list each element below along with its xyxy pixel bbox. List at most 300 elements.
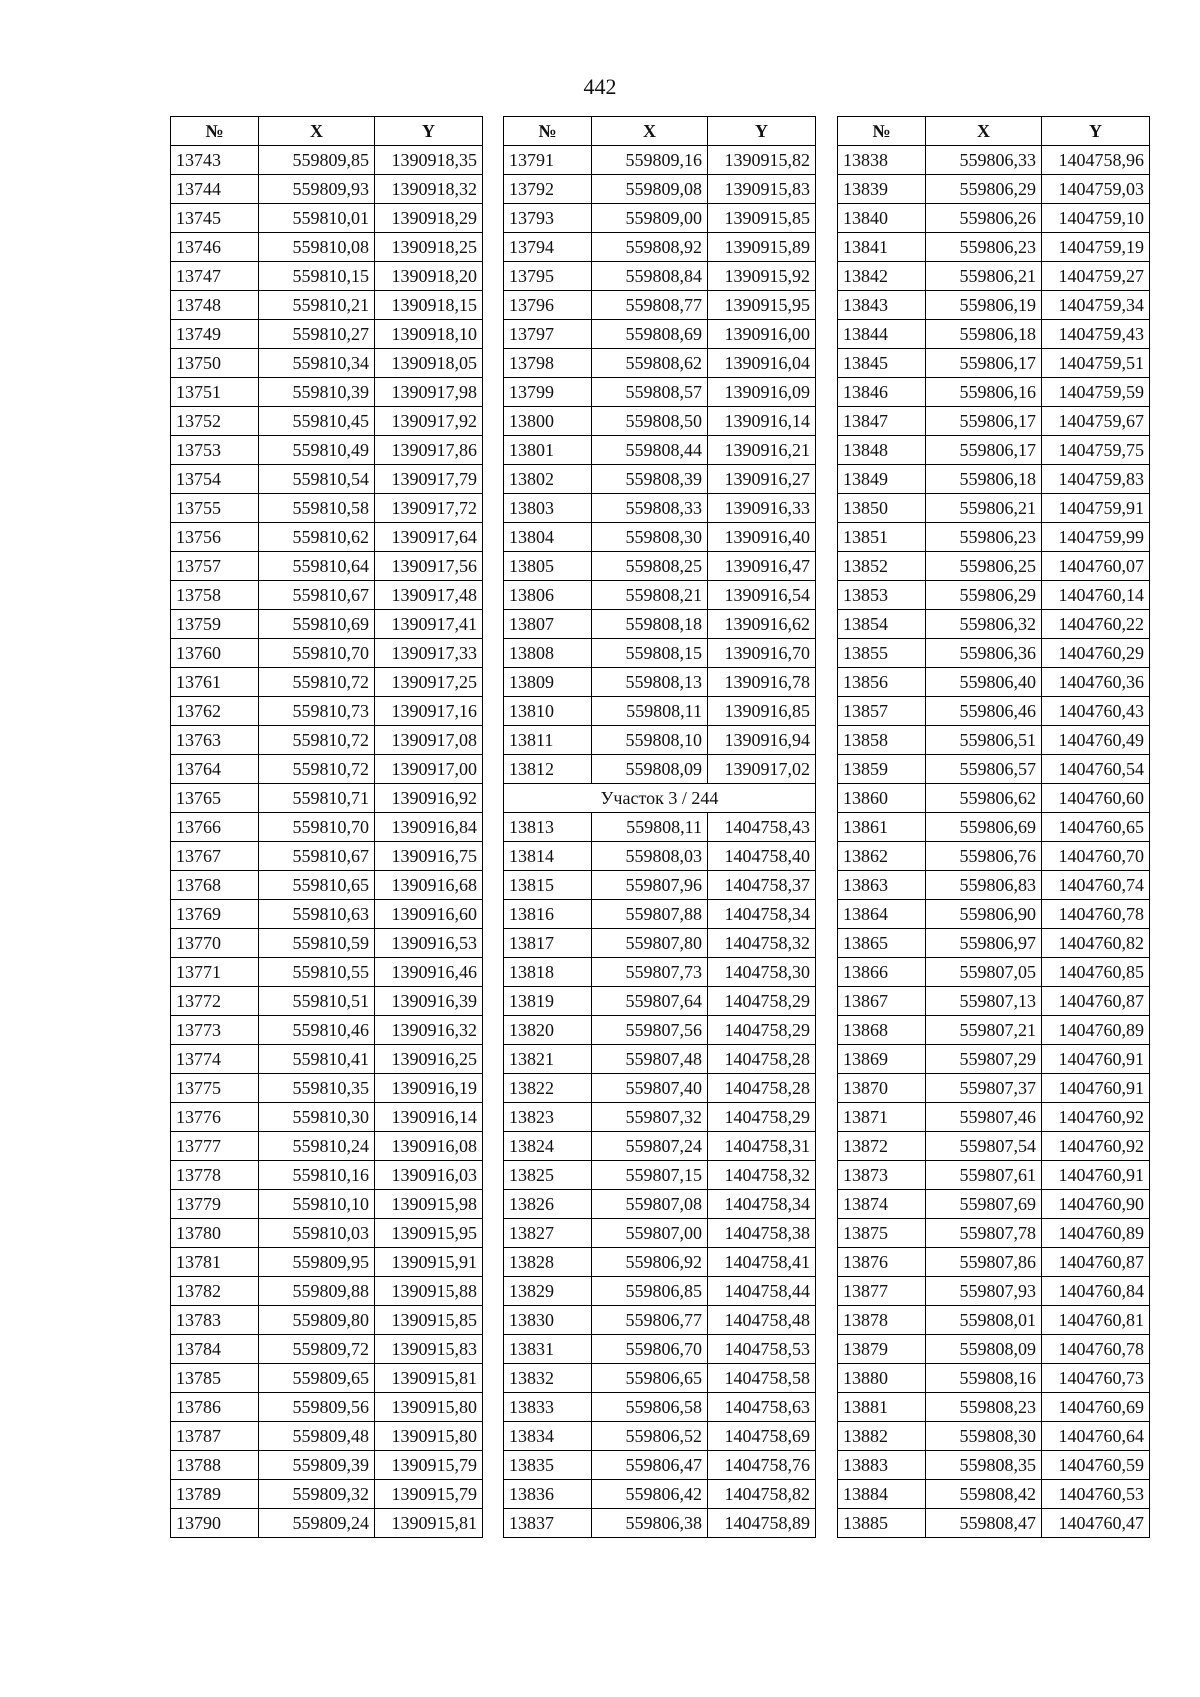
table-row [838, 1451, 1150, 1480]
table-row [171, 871, 483, 900]
y-coordinate-cell: 1404760,64 [1042, 1422, 1150, 1451]
point-number-cell: 13768 [171, 871, 259, 900]
y-coordinate-cell: 1390917,02 [708, 755, 816, 784]
point-number-cell: 13884 [838, 1480, 926, 1509]
point-number-cell: 13765 [171, 784, 259, 813]
table-row [171, 581, 483, 610]
x-coordinate-cell: 559806,17 [926, 436, 1042, 465]
point-number-cell: 13823 [504, 1103, 592, 1132]
point-number-cell: 13774 [171, 1045, 259, 1074]
x-coordinate-cell: 559807,05 [926, 958, 1042, 987]
table-row [838, 1509, 1150, 1538]
point-number-cell: 13795 [504, 262, 592, 291]
table-row [171, 1074, 483, 1103]
x-coordinate-cell: 559806,92 [592, 1248, 708, 1277]
y-coordinate-cell: 1390915,81 [375, 1364, 483, 1393]
y-coordinate-cell: 1390915,83 [708, 175, 816, 204]
y-coordinate-cell: 1390915,80 [375, 1393, 483, 1422]
table-row [838, 958, 1150, 987]
point-number-cell: 13781 [171, 1248, 259, 1277]
point-number-cell: 13860 [838, 784, 926, 813]
table-row [838, 320, 1150, 349]
table-row [171, 1451, 483, 1480]
x-coordinate-cell: 559808,09 [592, 755, 708, 784]
table-row [171, 552, 483, 581]
table-row [171, 349, 483, 378]
y-coordinate-cell: 1404760,69 [1042, 1393, 1150, 1422]
x-coordinate-cell: 559810,70 [259, 813, 375, 842]
x-coordinate-cell: 559806,33 [926, 146, 1042, 175]
x-coordinate-cell: 559806,18 [926, 320, 1042, 349]
y-coordinate-cell: 1404760,49 [1042, 726, 1150, 755]
x-coordinate-cell: 559810,72 [259, 668, 375, 697]
y-coordinate-cell: 1404758,28 [708, 1074, 816, 1103]
x-coordinate-cell: 559810,71 [259, 784, 375, 813]
x-coordinate-cell: 559806,36 [926, 639, 1042, 668]
y-coordinate-cell: 1390915,92 [708, 262, 816, 291]
point-number-cell: 13874 [838, 1190, 926, 1219]
point-number-cell: 13879 [838, 1335, 926, 1364]
x-coordinate-cell: 559807,78 [926, 1219, 1042, 1248]
y-coordinate-cell: 1404760,91 [1042, 1074, 1150, 1103]
y-coordinate-cell: 1404760,59 [1042, 1451, 1150, 1480]
y-coordinate-cell: 1404758,32 [708, 1161, 816, 1190]
point-number-cell: 13826 [504, 1190, 592, 1219]
table-row [504, 262, 816, 291]
table-row [171, 639, 483, 668]
x-coordinate-cell: 559810,41 [259, 1045, 375, 1074]
x-coordinate-cell: 559808,47 [926, 1509, 1042, 1538]
y-coordinate-cell: 1404760,43 [1042, 697, 1150, 726]
x-coordinate-cell: 559807,61 [926, 1161, 1042, 1190]
point-number-cell: 13806 [504, 581, 592, 610]
x-coordinate-cell: 559809,95 [259, 1248, 375, 1277]
point-number-cell: 13828 [504, 1248, 592, 1277]
point-number-cell: 13773 [171, 1016, 259, 1045]
table-row [504, 1016, 816, 1045]
y-coordinate-cell: 1404758,28 [708, 1045, 816, 1074]
point-number-cell: 13760 [171, 639, 259, 668]
table-row [171, 262, 483, 291]
y-coordinate-cell: 1390918,15 [375, 291, 483, 320]
x-coordinate-cell: 559808,21 [592, 581, 708, 610]
y-coordinate-cell: 1390918,29 [375, 204, 483, 233]
section-row [504, 784, 816, 813]
y-coordinate-cell: 1404760,78 [1042, 900, 1150, 929]
x-coordinate-cell: 559808,30 [592, 523, 708, 552]
y-coordinate-cell: 1404760,82 [1042, 929, 1150, 958]
x-coordinate-cell: 559810,34 [259, 349, 375, 378]
point-number-cell: 13859 [838, 755, 926, 784]
x-coordinate-cell: 559808,44 [592, 436, 708, 465]
y-coordinate-cell: 1390917,08 [375, 726, 483, 755]
point-number-cell: 13819 [504, 987, 592, 1016]
x-coordinate-cell: 559808,01 [926, 1306, 1042, 1335]
y-coordinate-cell: 1404758,63 [708, 1393, 816, 1422]
table-row [171, 291, 483, 320]
table-row [504, 987, 816, 1016]
table-row [171, 1045, 483, 1074]
x-coordinate-cell: 559807,21 [926, 1016, 1042, 1045]
table-row [838, 291, 1150, 320]
point-number-cell: 13871 [838, 1103, 926, 1132]
point-number-cell: 13877 [838, 1277, 926, 1306]
y-coordinate-cell: 1404760,81 [1042, 1306, 1150, 1335]
y-coordinate-cell: 1404760,22 [1042, 610, 1150, 639]
x-coordinate-cell: 559808,33 [592, 494, 708, 523]
point-number-cell: 13792 [504, 175, 592, 204]
x-coordinate-cell: 559807,46 [926, 1103, 1042, 1132]
y-coordinate-cell: 1390916,47 [708, 552, 816, 581]
x-coordinate-cell: 559808,39 [592, 465, 708, 494]
y-coordinate-cell: 1390915,83 [375, 1335, 483, 1364]
x-coordinate-cell: 559808,18 [592, 610, 708, 639]
point-number-cell: 13766 [171, 813, 259, 842]
coordinates-table-3 [837, 116, 1150, 1538]
point-number-cell: 13798 [504, 349, 592, 378]
point-number-cell: 13856 [838, 668, 926, 697]
y-coordinate-cell: 1390915,80 [375, 1422, 483, 1451]
point-number-cell: 13863 [838, 871, 926, 900]
y-coordinate-cell: 1404759,03 [1042, 175, 1150, 204]
table-row [504, 1190, 816, 1219]
table-row [838, 494, 1150, 523]
point-number-cell: 13797 [504, 320, 592, 349]
point-number-cell: 13882 [838, 1422, 926, 1451]
x-coordinate-cell: 559806,29 [926, 175, 1042, 204]
x-coordinate-cell: 559806,32 [926, 610, 1042, 639]
table-row [171, 668, 483, 697]
y-coordinate-cell: 1390915,82 [708, 146, 816, 175]
point-number-cell: 13780 [171, 1219, 259, 1248]
y-coordinate-cell: 1390915,95 [375, 1219, 483, 1248]
x-coordinate-cell: 559806,17 [926, 349, 1042, 378]
table-row [171, 1509, 483, 1538]
y-coordinate-cell: 1404758,37 [708, 871, 816, 900]
point-number-cell: 13751 [171, 378, 259, 407]
y-coordinate-cell: 1404760,70 [1042, 842, 1150, 871]
table-row [838, 407, 1150, 436]
table-row [171, 1132, 483, 1161]
y-coordinate-cell: 1390916,14 [375, 1103, 483, 1132]
x-coordinate-cell: 559807,96 [592, 871, 708, 900]
coordinates-table-2 [503, 116, 816, 1538]
column-header-number: № [171, 117, 259, 146]
x-coordinate-cell: 559809,16 [592, 146, 708, 175]
section-label: Участок 3 / 244 [504, 784, 816, 813]
table-row [838, 610, 1150, 639]
table-row [504, 1335, 816, 1364]
table-row [504, 552, 816, 581]
point-number-cell: 13801 [504, 436, 592, 465]
y-coordinate-cell: 1390915,79 [375, 1451, 483, 1480]
point-number-cell: 13749 [171, 320, 259, 349]
point-number-cell: 13880 [838, 1364, 926, 1393]
table-row [838, 726, 1150, 755]
y-coordinate-cell: 1390916,21 [708, 436, 816, 465]
point-number-cell: 13875 [838, 1219, 926, 1248]
table-row [171, 1306, 483, 1335]
point-number-cell: 13834 [504, 1422, 592, 1451]
x-coordinate-cell: 559810,27 [259, 320, 375, 349]
point-number-cell: 13783 [171, 1306, 259, 1335]
point-number-cell: 13820 [504, 1016, 592, 1045]
x-coordinate-cell: 559808,15 [592, 639, 708, 668]
point-number-cell: 13747 [171, 262, 259, 291]
y-coordinate-cell: 1390917,86 [375, 436, 483, 465]
table-row [838, 813, 1150, 842]
table-row [838, 1364, 1150, 1393]
table-row [504, 291, 816, 320]
point-number-cell: 13814 [504, 842, 592, 871]
y-coordinate-cell: 1404760,74 [1042, 871, 1150, 900]
table-row [838, 1016, 1150, 1045]
table-row [838, 1074, 1150, 1103]
y-coordinate-cell: 1404760,85 [1042, 958, 1150, 987]
table-row [838, 581, 1150, 610]
x-coordinate-cell: 559806,17 [926, 407, 1042, 436]
point-number-cell: 13847 [838, 407, 926, 436]
point-number-cell: 13841 [838, 233, 926, 262]
point-number-cell: 13791 [504, 146, 592, 175]
table-row [504, 639, 816, 668]
point-number-cell: 13802 [504, 465, 592, 494]
table-row [171, 958, 483, 987]
y-coordinate-cell: 1404760,54 [1042, 755, 1150, 784]
table-row [171, 1335, 483, 1364]
y-coordinate-cell: 1404758,76 [708, 1451, 816, 1480]
y-coordinate-cell: 1390917,79 [375, 465, 483, 494]
x-coordinate-cell: 559807,08 [592, 1190, 708, 1219]
table-row [504, 1045, 816, 1074]
table-row [171, 146, 483, 175]
y-coordinate-cell: 1404758,82 [708, 1480, 816, 1509]
point-number-cell: 13762 [171, 697, 259, 726]
y-coordinate-cell: 1404758,32 [708, 929, 816, 958]
x-coordinate-cell: 559806,46 [926, 697, 1042, 726]
x-coordinate-cell: 559810,39 [259, 378, 375, 407]
coordinates-table-1 [170, 116, 483, 1538]
point-number-cell: 13759 [171, 610, 259, 639]
x-coordinate-cell: 559808,62 [592, 349, 708, 378]
y-coordinate-cell: 1404760,73 [1042, 1364, 1150, 1393]
y-coordinate-cell: 1404760,84 [1042, 1277, 1150, 1306]
table-row [504, 1219, 816, 1248]
x-coordinate-cell: 559807,15 [592, 1161, 708, 1190]
table-row [504, 465, 816, 494]
x-coordinate-cell: 559808,35 [926, 1451, 1042, 1480]
table-header-row [838, 117, 1150, 146]
table-row [171, 465, 483, 494]
y-coordinate-cell: 1404758,48 [708, 1306, 816, 1335]
point-number-cell: 13855 [838, 639, 926, 668]
table-row [504, 1364, 816, 1393]
column-header-number: № [838, 117, 926, 146]
x-coordinate-cell: 559808,10 [592, 726, 708, 755]
table-row [504, 320, 816, 349]
x-coordinate-cell: 559808,13 [592, 668, 708, 697]
table-row [838, 204, 1150, 233]
table-row [504, 1451, 816, 1480]
table-row [504, 378, 816, 407]
point-number-cell: 13758 [171, 581, 259, 610]
y-coordinate-cell: 1404760,87 [1042, 1248, 1150, 1277]
x-coordinate-cell: 559809,00 [592, 204, 708, 233]
column-header-number: № [504, 117, 592, 146]
point-number-cell: 13833 [504, 1393, 592, 1422]
y-coordinate-cell: 1404758,58 [708, 1364, 816, 1393]
point-number-cell: 13822 [504, 1074, 592, 1103]
point-number-cell: 13846 [838, 378, 926, 407]
point-number-cell: 13776 [171, 1103, 259, 1132]
x-coordinate-cell: 559810,35 [259, 1074, 375, 1103]
table-row [171, 1422, 483, 1451]
x-coordinate-cell: 559809,88 [259, 1277, 375, 1306]
point-number-cell: 13753 [171, 436, 259, 465]
column-header-x: X [592, 117, 708, 146]
table-row [838, 1306, 1150, 1335]
x-coordinate-cell: 559807,93 [926, 1277, 1042, 1306]
y-coordinate-cell: 1390916,60 [375, 900, 483, 929]
table-row [504, 871, 816, 900]
x-coordinate-cell: 559806,90 [926, 900, 1042, 929]
point-number-cell: 13789 [171, 1480, 259, 1509]
y-coordinate-cell: 1390916,85 [708, 697, 816, 726]
y-coordinate-cell: 1404759,91 [1042, 494, 1150, 523]
x-coordinate-cell: 559810,15 [259, 262, 375, 291]
x-coordinate-cell: 559806,18 [926, 465, 1042, 494]
table-row [171, 233, 483, 262]
point-number-cell: 13854 [838, 610, 926, 639]
point-number-cell: 13785 [171, 1364, 259, 1393]
table-row [171, 494, 483, 523]
table-row [838, 1103, 1150, 1132]
table-row [504, 523, 816, 552]
point-number-cell: 13777 [171, 1132, 259, 1161]
table-row [504, 958, 816, 987]
y-coordinate-cell: 1390915,85 [708, 204, 816, 233]
y-coordinate-cell: 1390915,98 [375, 1190, 483, 1219]
point-number-cell: 13755 [171, 494, 259, 523]
table-row [171, 204, 483, 233]
table-row [504, 233, 816, 262]
table-row [171, 407, 483, 436]
point-number-cell: 13790 [171, 1509, 259, 1538]
y-coordinate-cell: 1404758,34 [708, 900, 816, 929]
table-row [838, 900, 1150, 929]
y-coordinate-cell: 1390915,88 [375, 1277, 483, 1306]
x-coordinate-cell: 559808,09 [926, 1335, 1042, 1364]
point-number-cell: 13868 [838, 1016, 926, 1045]
x-coordinate-cell: 559808,16 [926, 1364, 1042, 1393]
y-coordinate-cell: 1390916,32 [375, 1016, 483, 1045]
y-coordinate-cell: 1390917,25 [375, 668, 483, 697]
x-coordinate-cell: 559810,55 [259, 958, 375, 987]
x-coordinate-cell: 559807,00 [592, 1219, 708, 1248]
y-coordinate-cell: 1404760,89 [1042, 1016, 1150, 1045]
point-number-cell: 13763 [171, 726, 259, 755]
table-row [171, 842, 483, 871]
point-number-cell: 13857 [838, 697, 926, 726]
table-row [838, 523, 1150, 552]
table-row [171, 1480, 483, 1509]
point-number-cell: 13858 [838, 726, 926, 755]
point-number-cell: 13764 [171, 755, 259, 784]
x-coordinate-cell: 559810,24 [259, 1132, 375, 1161]
table-row [838, 639, 1150, 668]
x-coordinate-cell: 559806,42 [592, 1480, 708, 1509]
y-coordinate-cell: 1390917,48 [375, 581, 483, 610]
y-coordinate-cell: 1404758,53 [708, 1335, 816, 1364]
y-coordinate-cell: 1390916,78 [708, 668, 816, 697]
point-number-cell: 13815 [504, 871, 592, 900]
point-number-cell: 13803 [504, 494, 592, 523]
x-coordinate-cell: 559806,16 [926, 378, 1042, 407]
x-coordinate-cell: 559809,32 [259, 1480, 375, 1509]
point-number-cell: 13865 [838, 929, 926, 958]
point-number-cell: 13881 [838, 1393, 926, 1422]
column-header-x: X [926, 117, 1042, 146]
y-coordinate-cell: 1390916,70 [708, 639, 816, 668]
y-coordinate-cell: 1404760,53 [1042, 1480, 1150, 1509]
point-number-cell: 13845 [838, 349, 926, 378]
x-coordinate-cell: 559806,51 [926, 726, 1042, 755]
table-row [838, 552, 1150, 581]
point-number-cell: 13818 [504, 958, 592, 987]
table-row [171, 523, 483, 552]
y-coordinate-cell: 1404760,65 [1042, 813, 1150, 842]
point-number-cell: 13752 [171, 407, 259, 436]
y-coordinate-cell: 1390917,33 [375, 639, 483, 668]
y-coordinate-cell: 1390916,68 [375, 871, 483, 900]
y-coordinate-cell: 1390917,41 [375, 610, 483, 639]
y-coordinate-cell: 1390917,72 [375, 494, 483, 523]
x-coordinate-cell: 559807,48 [592, 1045, 708, 1074]
y-coordinate-cell: 1404759,59 [1042, 378, 1150, 407]
table-row [171, 1219, 483, 1248]
y-coordinate-cell: 1390917,16 [375, 697, 483, 726]
y-coordinate-cell: 1390916,84 [375, 813, 483, 842]
point-number-cell: 13862 [838, 842, 926, 871]
point-number-cell: 13810 [504, 697, 592, 726]
y-coordinate-cell: 1404759,83 [1042, 465, 1150, 494]
y-coordinate-cell: 1390918,35 [375, 146, 483, 175]
table-row [504, 407, 816, 436]
point-number-cell: 13842 [838, 262, 926, 291]
y-coordinate-cell: 1404760,47 [1042, 1509, 1150, 1538]
x-coordinate-cell: 559809,93 [259, 175, 375, 204]
table-row [838, 871, 1150, 900]
table-row [171, 1364, 483, 1393]
table-row [504, 1393, 816, 1422]
table-row [838, 233, 1150, 262]
x-coordinate-cell: 559807,64 [592, 987, 708, 1016]
point-number-cell: 13748 [171, 291, 259, 320]
point-number-cell: 13885 [838, 1509, 926, 1538]
point-number-cell: 13830 [504, 1306, 592, 1335]
table-row [171, 900, 483, 929]
y-coordinate-cell: 1404760,60 [1042, 784, 1150, 813]
x-coordinate-cell: 559806,70 [592, 1335, 708, 1364]
table-row [838, 1248, 1150, 1277]
x-coordinate-cell: 559810,08 [259, 233, 375, 262]
table-header-row [504, 117, 816, 146]
x-coordinate-cell: 559806,65 [592, 1364, 708, 1393]
table-row [171, 1103, 483, 1132]
table-row [838, 1132, 1150, 1161]
point-number-cell: 13873 [838, 1161, 926, 1190]
y-coordinate-cell: 1404760,29 [1042, 639, 1150, 668]
